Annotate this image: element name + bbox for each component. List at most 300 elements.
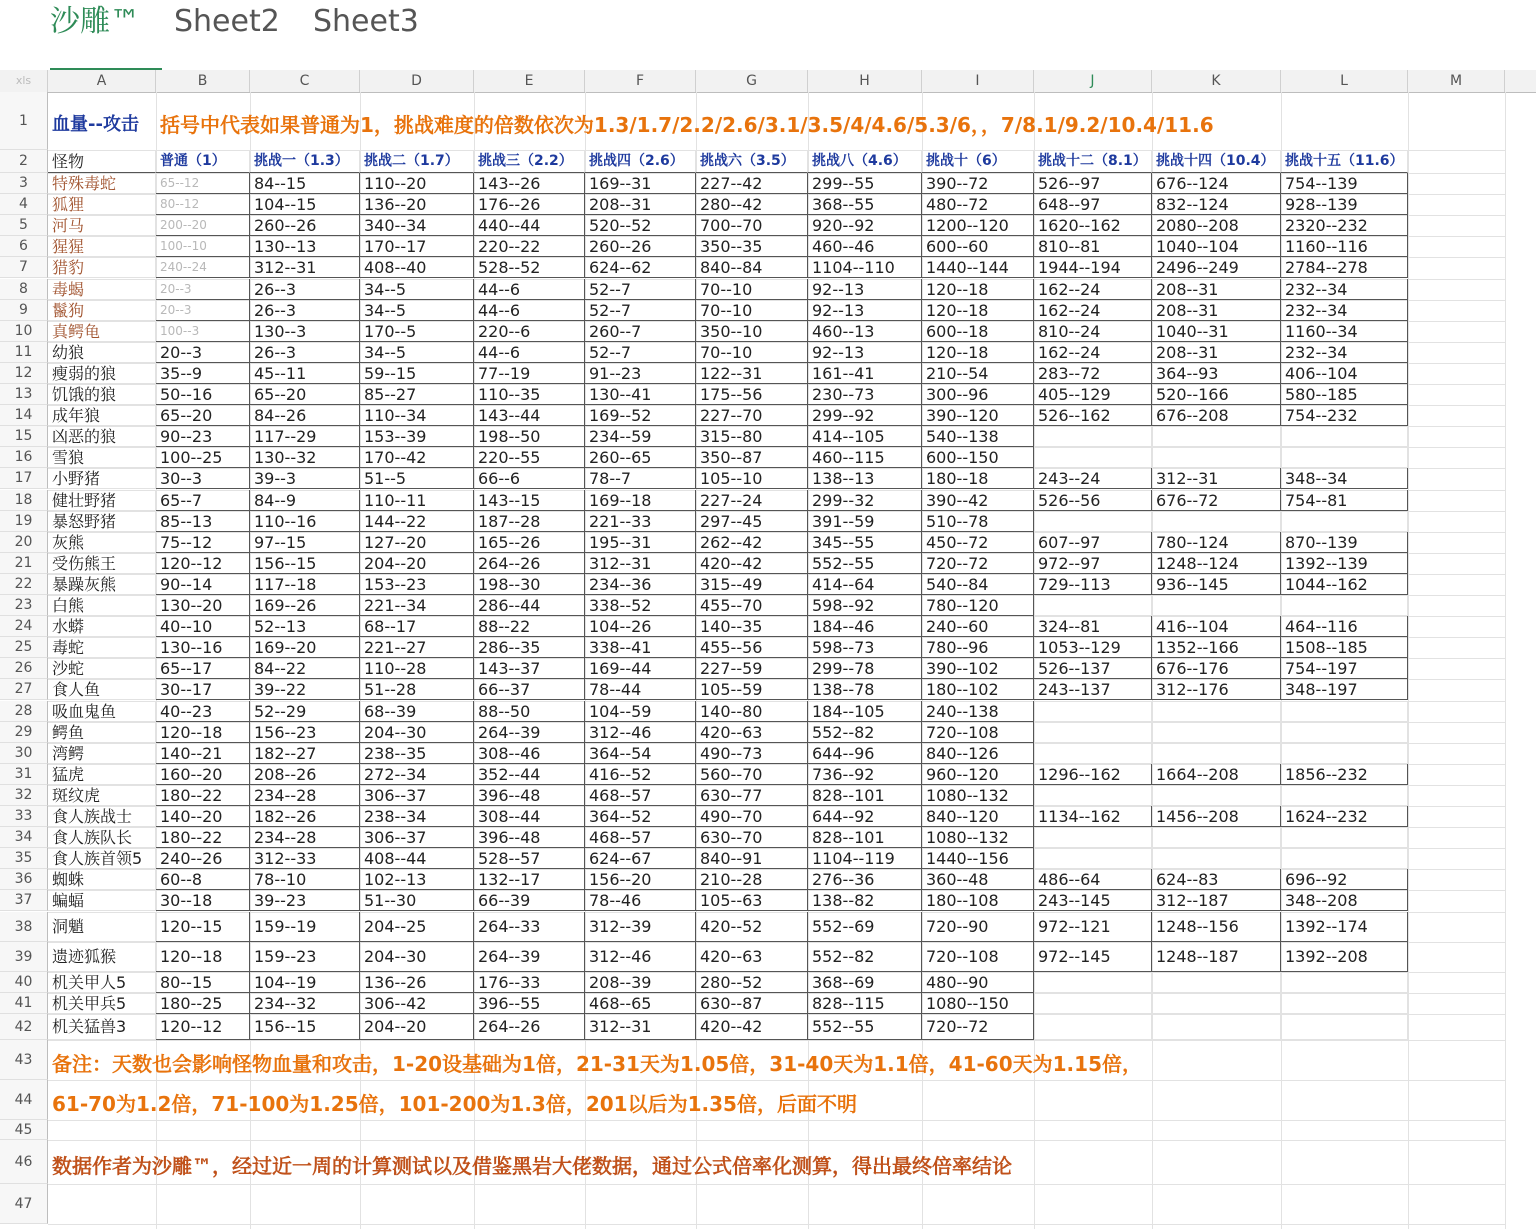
value-cell[interactable]: 396--48: [474, 827, 585, 848]
value-cell[interactable]: 232--34: [1281, 342, 1408, 363]
value-cell[interactable]: 306--37: [360, 785, 474, 806]
row-header-7[interactable]: 7: [0, 257, 48, 278]
value-cell[interactable]: [1152, 1014, 1281, 1040]
value-cell[interactable]: 127--20: [360, 532, 474, 553]
value-cell[interactable]: 414--105: [808, 426, 922, 447]
row-header-3[interactable]: 3: [0, 173, 48, 194]
value-cell[interactable]: 390--120: [922, 405, 1034, 426]
value-cell[interactable]: 243--137: [1034, 679, 1152, 700]
value-cell[interactable]: 1104--110: [808, 257, 922, 278]
value-cell[interactable]: 540--138: [922, 426, 1034, 447]
value-cell[interactable]: 170--17: [360, 236, 474, 257]
value-cell[interactable]: 526--162: [1034, 405, 1152, 426]
value-cell[interactable]: 840--126: [922, 743, 1034, 764]
value-cell[interactable]: 156--20: [585, 869, 696, 890]
value-cell[interactable]: 624--62: [585, 257, 696, 278]
value-cell[interactable]: [1034, 848, 1152, 869]
value-cell[interactable]: 810--24: [1034, 321, 1152, 342]
value-cell[interactable]: 140--21: [156, 743, 250, 764]
column-header-g[interactable]: G: [696, 70, 808, 92]
value-cell[interactable]: 44--6: [474, 279, 585, 300]
value-cell[interactable]: 78--44: [585, 679, 696, 700]
value-cell[interactable]: [1034, 993, 1152, 1014]
value-cell[interactable]: 600--18: [922, 321, 1034, 342]
value-cell[interactable]: 110--28: [360, 658, 474, 679]
monster-name-cell[interactable]: 鳄鱼: [48, 722, 156, 743]
value-cell[interactable]: 420--42: [696, 553, 808, 574]
value-cell[interactable]: 312--39: [585, 912, 696, 942]
value-cell[interactable]: 754--81: [1281, 490, 1408, 511]
value-cell[interactable]: 1160--116: [1281, 236, 1408, 257]
value-cell[interactable]: 105--10: [696, 468, 808, 489]
value-cell[interactable]: 238--35: [360, 743, 474, 764]
header-cell-e[interactable]: 挑战三（2.2）: [474, 150, 585, 173]
value-cell[interactable]: 468--57: [585, 827, 696, 848]
value-cell[interactable]: 1392--208: [1281, 942, 1408, 972]
value-cell[interactable]: [1034, 426, 1152, 447]
value-cell[interactable]: 396--55: [474, 993, 585, 1014]
row-header-27[interactable]: 27: [0, 679, 48, 700]
value-cell[interactable]: 299--92: [808, 405, 922, 426]
value-cell[interactable]: 283--72: [1034, 363, 1152, 384]
value-cell[interactable]: 159--19: [250, 912, 360, 942]
value-cell[interactable]: 180--108: [922, 890, 1034, 911]
value-cell[interactable]: 700--70: [696, 215, 808, 236]
value-cell[interactable]: 2320--232: [1281, 215, 1408, 236]
row-header-37[interactable]: 37: [0, 890, 48, 911]
monster-name-cell[interactable]: 食人族首领5: [48, 848, 156, 869]
monster-name-cell[interactable]: 幼狼: [48, 342, 156, 363]
value-cell[interactable]: 286--35: [474, 637, 585, 658]
value-cell[interactable]: 234--28: [250, 827, 360, 848]
monster-name-cell[interactable]: 灰熊: [48, 532, 156, 553]
value-cell[interactable]: 276--36: [808, 869, 922, 890]
monster-name-cell[interactable]: 机关甲兵5: [48, 993, 156, 1014]
value-cell[interactable]: 598--73: [808, 637, 922, 658]
monster-name-cell[interactable]: 猎豹: [48, 257, 156, 278]
value-cell[interactable]: 221--33: [585, 511, 696, 532]
value-cell[interactable]: 39--22: [250, 679, 360, 700]
value-cell[interactable]: 169--26: [250, 595, 360, 616]
value-cell[interactable]: 312--31: [585, 1014, 696, 1040]
row-header-15[interactable]: 15: [0, 426, 48, 447]
value-cell[interactable]: 280--42: [696, 194, 808, 215]
value-cell[interactable]: 360--48: [922, 869, 1034, 890]
value-cell[interactable]: 696--92: [1281, 869, 1408, 890]
header-cell-h[interactable]: 挑战八（4.6）: [808, 150, 922, 173]
value-cell[interactable]: 187--28: [474, 511, 585, 532]
value-cell[interactable]: 580--185: [1281, 384, 1408, 405]
value-cell[interactable]: 312--187: [1152, 890, 1281, 911]
value-cell[interactable]: 1620--162: [1034, 215, 1152, 236]
row-header-1[interactable]: 1: [0, 92, 48, 150]
value-cell[interactable]: 390--72: [922, 173, 1034, 194]
value-cell[interactable]: 972--97: [1034, 553, 1152, 574]
value-cell[interactable]: 240--24: [156, 257, 250, 278]
row-header-14[interactable]: 14: [0, 405, 48, 426]
value-cell[interactable]: [1152, 743, 1281, 764]
value-cell[interactable]: 227--59: [696, 658, 808, 679]
value-cell[interactable]: 396--48: [474, 785, 585, 806]
monster-name-cell[interactable]: 成年狼: [48, 405, 156, 426]
value-cell[interactable]: 20--3: [156, 300, 250, 321]
row-header-10[interactable]: 10: [0, 321, 48, 342]
value-cell[interactable]: 630--87: [696, 993, 808, 1014]
monster-name-cell[interactable]: 机关甲人5: [48, 972, 156, 993]
value-cell[interactable]: 240--60: [922, 616, 1034, 637]
value-cell[interactable]: 348--197: [1281, 679, 1408, 700]
header-cell-d[interactable]: 挑战二（1.7）: [360, 150, 474, 173]
row-header-40[interactable]: 40: [0, 972, 48, 993]
value-cell[interactable]: 120--18: [922, 279, 1034, 300]
value-cell[interactable]: 243--145: [1034, 890, 1152, 911]
monster-name-cell[interactable]: 湾鳄: [48, 743, 156, 764]
value-cell[interactable]: 312--176: [1152, 679, 1281, 700]
value-cell[interactable]: 312--31: [250, 257, 360, 278]
value-cell[interactable]: 348--208: [1281, 890, 1408, 911]
value-cell[interactable]: 30--3: [156, 468, 250, 489]
value-cell[interactable]: 2080--208: [1152, 215, 1281, 236]
value-cell[interactable]: 136--26: [360, 972, 474, 993]
value-cell[interactable]: 408--44: [360, 848, 474, 869]
value-cell[interactable]: 156--23: [250, 722, 360, 743]
value-cell[interactable]: 26--3: [250, 342, 360, 363]
value-cell[interactable]: [1152, 447, 1281, 468]
value-cell[interactable]: 120--18: [922, 300, 1034, 321]
value-cell[interactable]: 52--7: [585, 300, 696, 321]
value-cell[interactable]: 92--13: [808, 300, 922, 321]
value-cell[interactable]: 1080--132: [922, 785, 1034, 806]
value-cell[interactable]: 352--44: [474, 764, 585, 785]
value-cell[interactable]: [1152, 426, 1281, 447]
value-cell[interactable]: 676--176: [1152, 658, 1281, 679]
value-cell[interactable]: [1281, 827, 1408, 848]
value-cell[interactable]: 232--34: [1281, 279, 1408, 300]
header-cell-b[interactable]: 普通（1）: [156, 150, 250, 173]
value-cell[interactable]: 340--34: [360, 215, 474, 236]
value-cell[interactable]: 198--30: [474, 574, 585, 595]
value-cell[interactable]: 312--31: [585, 553, 696, 574]
value-cell[interactable]: 52--7: [585, 342, 696, 363]
value-cell[interactable]: 88--22: [474, 616, 585, 637]
value-cell[interactable]: 130--3: [250, 321, 360, 342]
value-cell[interactable]: 180--22: [156, 785, 250, 806]
value-cell[interactable]: 468--65: [585, 993, 696, 1014]
value-cell[interactable]: 840--120: [922, 806, 1034, 827]
monster-name-cell[interactable]: 遗迹狐猴: [48, 942, 156, 972]
value-cell[interactable]: 138--82: [808, 890, 922, 911]
value-cell[interactable]: 600--150: [922, 447, 1034, 468]
value-cell[interactable]: 324--81: [1034, 616, 1152, 637]
value-cell[interactable]: 936--145: [1152, 574, 1281, 595]
header-cell-f[interactable]: 挑战四（2.6）: [585, 150, 696, 173]
header-cell-c[interactable]: 挑战一（1.3）: [250, 150, 360, 173]
value-cell[interactable]: 180--102: [922, 679, 1034, 700]
monster-name-cell[interactable]: 吸血鬼鱼: [48, 701, 156, 722]
value-cell[interactable]: 243--24: [1034, 468, 1152, 489]
value-cell[interactable]: 338--52: [585, 595, 696, 616]
value-cell[interactable]: 300--96: [922, 384, 1034, 405]
value-cell[interactable]: 65--20: [250, 384, 360, 405]
value-cell[interactable]: 1296--162: [1034, 764, 1152, 785]
value-cell[interactable]: 408--40: [360, 257, 474, 278]
value-cell[interactable]: 153--23: [360, 574, 474, 595]
value-cell[interactable]: 34--5: [360, 342, 474, 363]
value-cell[interactable]: [1034, 785, 1152, 806]
value-cell[interactable]: 455--56: [696, 637, 808, 658]
column-header-e[interactable]: E: [474, 70, 585, 92]
value-cell[interactable]: 297--45: [696, 511, 808, 532]
value-cell[interactable]: 780--96: [922, 637, 1034, 658]
value-cell[interactable]: 221--27: [360, 637, 474, 658]
value-cell[interactable]: [1281, 785, 1408, 806]
value-cell[interactable]: 34--5: [360, 300, 474, 321]
value-cell[interactable]: 960--120: [922, 764, 1034, 785]
value-cell[interactable]: 455--70: [696, 595, 808, 616]
value-cell[interactable]: 122--31: [696, 363, 808, 384]
row-header-19[interactable]: 19: [0, 511, 48, 532]
note-row-43[interactable]: 备注：天数也会影响怪物血量和攻击，1-20设基础为1倍，21-31天为1.05倍，31-40天为1.1倍，41-60天为1.15倍，: [52, 1051, 1142, 1076]
column-header-k[interactable]: K: [1152, 70, 1281, 92]
value-cell[interactable]: 1053--129: [1034, 637, 1152, 658]
value-cell[interactable]: 264--33: [474, 912, 585, 942]
value-cell[interactable]: 204--25: [360, 912, 474, 942]
monster-name-cell[interactable]: 猛虎: [48, 764, 156, 785]
row-header-45[interactable]: 45: [0, 1120, 48, 1140]
value-cell[interactable]: 1392--174: [1281, 912, 1408, 942]
monster-name-cell[interactable]: 食人族战士: [48, 806, 156, 827]
value-cell[interactable]: [1152, 595, 1281, 616]
value-cell[interactable]: 66--6: [474, 468, 585, 489]
value-cell[interactable]: 338--41: [585, 637, 696, 658]
value-cell[interactable]: 420--52: [696, 912, 808, 942]
value-cell[interactable]: 169--18: [585, 490, 696, 511]
value-cell[interactable]: 552--55: [808, 1014, 922, 1040]
row-header-31[interactable]: 31: [0, 764, 48, 785]
value-cell[interactable]: 260--65: [585, 447, 696, 468]
value-cell[interactable]: 870--139: [1281, 532, 1408, 553]
row-header-47[interactable]: 47: [0, 1184, 48, 1224]
value-cell[interactable]: [1152, 993, 1281, 1014]
value-cell[interactable]: 416--52: [585, 764, 696, 785]
value-cell[interactable]: 390--42: [922, 490, 1034, 511]
value-cell[interactable]: 364--54: [585, 743, 696, 764]
value-cell[interactable]: 85--13: [156, 511, 250, 532]
value-cell[interactable]: 120--15: [156, 912, 250, 942]
value-cell[interactable]: 234--59: [585, 426, 696, 447]
value-cell[interactable]: 520--166: [1152, 384, 1281, 405]
value-cell[interactable]: 221--34: [360, 595, 474, 616]
select-all-corner[interactable]: xls: [0, 70, 48, 92]
monster-name-cell[interactable]: 鬣狗: [48, 300, 156, 321]
value-cell[interactable]: 676--124: [1152, 173, 1281, 194]
value-cell[interactable]: 66--37: [474, 679, 585, 700]
row-header-9[interactable]: 9: [0, 300, 48, 321]
row-header-11[interactable]: 11: [0, 342, 48, 363]
value-cell[interactable]: 1200--120: [922, 215, 1034, 236]
value-cell[interactable]: [1034, 743, 1152, 764]
value-cell[interactable]: [1034, 972, 1152, 993]
value-cell[interactable]: 170--5: [360, 321, 474, 342]
value-cell[interactable]: 391--59: [808, 511, 922, 532]
header-cell-g[interactable]: 挑战六（3.5）: [696, 150, 808, 173]
value-cell[interactable]: 110--35: [474, 384, 585, 405]
value-cell[interactable]: 105--59: [696, 679, 808, 700]
value-cell[interactable]: 552--82: [808, 722, 922, 743]
value-cell[interactable]: 220--22: [474, 236, 585, 257]
value-cell[interactable]: [1281, 993, 1408, 1014]
value-cell[interactable]: 368--69: [808, 972, 922, 993]
value-cell[interactable]: 110--11: [360, 490, 474, 511]
row-header-32[interactable]: 32: [0, 785, 48, 806]
cell-a1[interactable]: 血量--攻击: [52, 114, 139, 135]
value-cell[interactable]: 364--93: [1152, 363, 1281, 384]
row-header-2[interactable]: 2: [0, 150, 48, 173]
value-cell[interactable]: 170--42: [360, 447, 474, 468]
row-header-20[interactable]: 20: [0, 532, 48, 553]
value-cell[interactable]: 240--138: [922, 701, 1034, 722]
value-cell[interactable]: 104--19: [250, 972, 360, 993]
monster-name-cell[interactable]: 健壮野猪: [48, 490, 156, 511]
value-cell[interactable]: 1440--156: [922, 848, 1034, 869]
value-cell[interactable]: 100--10: [156, 236, 250, 257]
value-cell[interactable]: 928--139: [1281, 194, 1408, 215]
monster-name-cell[interactable]: 河马: [48, 215, 156, 236]
value-cell[interactable]: 676--72: [1152, 490, 1281, 511]
value-cell[interactable]: 143--26: [474, 173, 585, 194]
row-header-23[interactable]: 23: [0, 595, 48, 616]
value-cell[interactable]: 84--15: [250, 173, 360, 194]
value-cell[interactable]: [1281, 972, 1408, 993]
row-header-18[interactable]: 18: [0, 490, 48, 511]
value-cell[interactable]: [1281, 722, 1408, 743]
value-cell[interactable]: 20--3: [156, 279, 250, 300]
value-cell[interactable]: 280--52: [696, 972, 808, 993]
value-cell[interactable]: 156--15: [250, 1014, 360, 1040]
value-cell[interactable]: 598--92: [808, 595, 922, 616]
value-cell[interactable]: 66--39: [474, 890, 585, 911]
value-cell[interactable]: 920--92: [808, 215, 922, 236]
value-cell[interactable]: 70--10: [696, 300, 808, 321]
tab-sheet1[interactable]: 沙雕™: [50, 0, 162, 71]
monster-name-cell[interactable]: 斑纹虎: [48, 785, 156, 806]
value-cell[interactable]: 204--20: [360, 553, 474, 574]
value-cell[interactable]: 130--32: [250, 447, 360, 468]
value-cell[interactable]: 630--70: [696, 827, 808, 848]
column-header-f[interactable]: F: [585, 70, 696, 92]
value-cell[interactable]: 526--56: [1034, 490, 1152, 511]
value-cell[interactable]: 136--20: [360, 194, 474, 215]
value-cell[interactable]: 92--13: [808, 279, 922, 300]
value-cell[interactable]: 165--26: [474, 532, 585, 553]
row-header-42[interactable]: 42: [0, 1014, 48, 1040]
row-header-21[interactable]: 21: [0, 553, 48, 574]
value-cell[interactable]: 1664--208: [1152, 764, 1281, 785]
column-header-b[interactable]: B: [156, 70, 250, 92]
value-cell[interactable]: 120--18: [156, 722, 250, 743]
value-cell[interactable]: 1134--162: [1034, 806, 1152, 827]
column-header-a[interactable]: A: [48, 70, 156, 92]
header-cell-l[interactable]: 挑战十五（11.6）: [1281, 150, 1408, 173]
monster-name-cell[interactable]: 特殊毒蛇: [48, 173, 156, 194]
value-cell[interactable]: 90--14: [156, 574, 250, 595]
value-cell[interactable]: 92--13: [808, 342, 922, 363]
value-cell[interactable]: 520--52: [585, 215, 696, 236]
value-cell[interactable]: 312--33: [250, 848, 360, 869]
value-cell[interactable]: 368--55: [808, 194, 922, 215]
value-cell[interactable]: 720--72: [922, 553, 1034, 574]
header-cell-j[interactable]: 挑战十二（8.1）: [1034, 150, 1152, 173]
value-cell[interactable]: 286--44: [474, 595, 585, 616]
monster-name-cell[interactable]: 蝙蝠: [48, 890, 156, 911]
value-cell[interactable]: 26--3: [250, 300, 360, 321]
value-cell[interactable]: 117--29: [250, 426, 360, 447]
value-cell[interactable]: 78--10: [250, 869, 360, 890]
value-cell[interactable]: 260--7: [585, 321, 696, 342]
value-cell[interactable]: 180--22: [156, 827, 250, 848]
value-cell[interactable]: 420--42: [696, 1014, 808, 1040]
note-row-46[interactable]: 数据作者为沙雕™，经过近一周的计算测试以及借鉴黑岩大佬数据，通过公式倍率化测算，得出最终倍率结论: [52, 1153, 1012, 1178]
value-cell[interactable]: 348--34: [1281, 468, 1408, 489]
value-cell[interactable]: 208--31: [1152, 279, 1281, 300]
value-cell[interactable]: 100--25: [156, 447, 250, 468]
value-cell[interactable]: 260--26: [250, 215, 360, 236]
value-cell[interactable]: 810--81: [1034, 236, 1152, 257]
value-cell[interactable]: 405--129: [1034, 384, 1152, 405]
value-cell[interactable]: 624--67: [585, 848, 696, 869]
value-cell[interactable]: 345--55: [808, 532, 922, 553]
row-header-36[interactable]: 36: [0, 869, 48, 890]
value-cell[interactable]: [1152, 785, 1281, 806]
value-cell[interactable]: 110--34: [360, 405, 474, 426]
row-header-44[interactable]: 44: [0, 1080, 48, 1120]
value-cell[interactable]: 600--60: [922, 236, 1034, 257]
value-cell[interactable]: 230--73: [808, 384, 922, 405]
value-cell[interactable]: 40--10: [156, 616, 250, 637]
value-cell[interactable]: 227--24: [696, 490, 808, 511]
value-cell[interactable]: 204--30: [360, 722, 474, 743]
value-cell[interactable]: 140--80: [696, 701, 808, 722]
value-cell[interactable]: 972--121: [1034, 912, 1152, 942]
value-cell[interactable]: 262--42: [696, 532, 808, 553]
value-cell[interactable]: 312--46: [585, 942, 696, 972]
value-cell[interactable]: 420--63: [696, 722, 808, 743]
value-cell[interactable]: 138--78: [808, 679, 922, 700]
header-cell-k[interactable]: 挑战十四（10.4）: [1152, 150, 1281, 173]
row-header-38[interactable]: 38: [0, 912, 48, 942]
value-cell[interactable]: 350--87: [696, 447, 808, 468]
value-cell[interactable]: 315--49: [696, 574, 808, 595]
value-cell[interactable]: 234--32: [250, 993, 360, 1014]
value-cell[interactable]: 754--139: [1281, 173, 1408, 194]
row-header-12[interactable]: 12: [0, 363, 48, 384]
value-cell[interactable]: 156--15: [250, 553, 360, 574]
row-header-13[interactable]: 13: [0, 384, 48, 405]
header-cell-a[interactable]: 怪物: [48, 150, 156, 173]
column-header-j[interactable]: J: [1034, 70, 1152, 92]
value-cell[interactable]: 35--9: [156, 363, 250, 384]
row-header-22[interactable]: 22: [0, 574, 48, 595]
value-cell[interactable]: 88--50: [474, 701, 585, 722]
value-cell[interactable]: 130--20: [156, 595, 250, 616]
value-cell[interactable]: 832--124: [1152, 194, 1281, 215]
value-cell[interactable]: 350--35: [696, 236, 808, 257]
value-cell[interactable]: 175--56: [696, 384, 808, 405]
value-cell[interactable]: 1508--185: [1281, 637, 1408, 658]
row-header-39[interactable]: 39: [0, 942, 48, 972]
value-cell[interactable]: 84--22: [250, 658, 360, 679]
value-cell[interactable]: 140--35: [696, 616, 808, 637]
